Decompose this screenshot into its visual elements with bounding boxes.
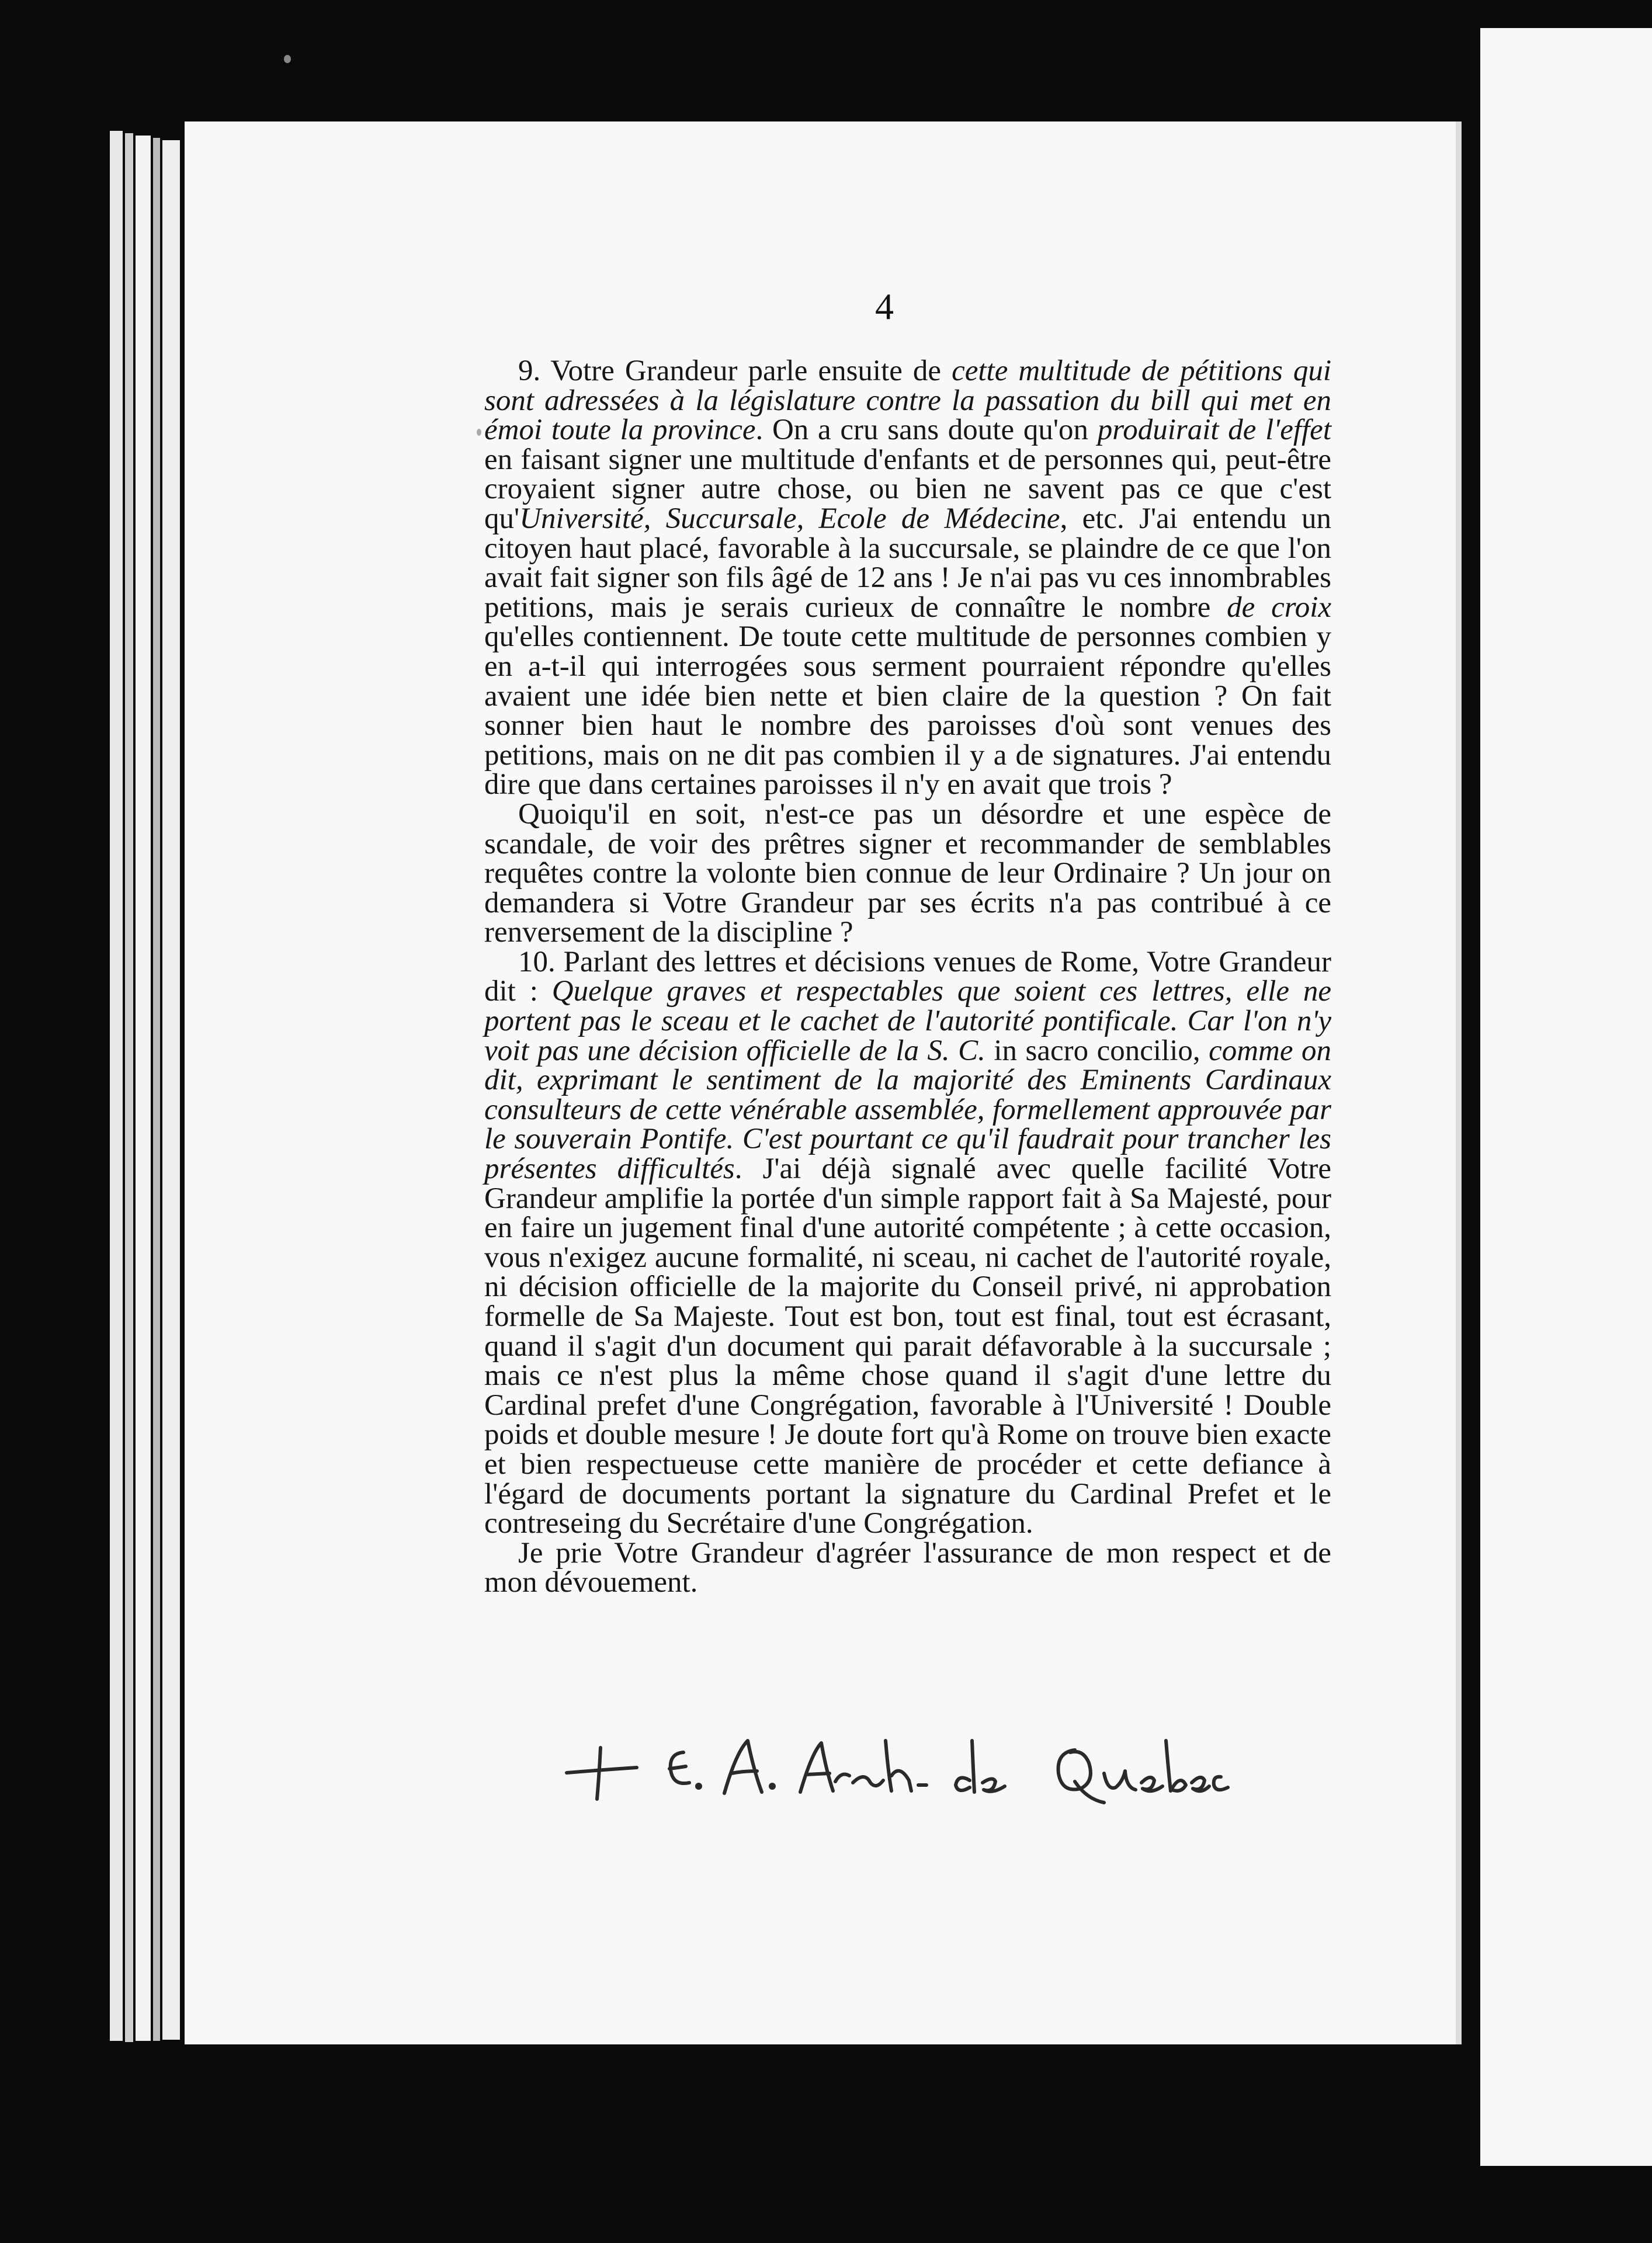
page-edge: [162, 140, 180, 2040]
text-run: . On a cru sans doute qu'on: [755, 414, 1098, 447]
page-edge: [153, 138, 160, 2041]
italic-run: cette multitude de pétitions qui sont adressées à la législature contre la passation du bill qui met en émoi toute la province: [484, 355, 1332, 447]
paragraph-9b: Quoiqu'il en soit, n'est-ce pas un désordre et une espèce de scandale, de voir des prêtres signer et recommander de semblables requêtes contre la volonte bien connue de leur Ordinaire ? Un jour on demandera si Votre Grandeur par ses écrits n'a pas contribué à ce renversement de la discipline ?: [484, 797, 1331, 949]
scan-speck: [284, 55, 291, 63]
text-run: 9. Votre Grandeur parle ensuite de: [518, 355, 952, 387]
page-edge: [110, 131, 123, 2041]
body-text: [484, 356, 1331, 1598]
text-run: . J'ai déjà signalé avec quelle facilité Votre Grandeur amplifie la portée d'un simple rapport fait à Sa Majesté, pour en faire un jugement final d'une autorité compétente ; à cette occasion, vous n'exigez aucune formalité, ni sceau, ni cachet de l'autorité royale, ni décision officielle de la majorite du Conseil privé, ni approbation formelle de Sa Majeste. Tout est bon, tout est final, tout est écrasant, quand il s'agit d'un document qui parait défavorable à la succursale ; mais ce n'est plus la même chose quand il s'agit d'une lettre du Cardinal prefet d'une Congrégation, favorable à l'Université ! Double poids et double mesure ! Je doute fort qu'à Rome on trouve bien exacte et bien respectueuse cette manière de procéder et cette defiance à l'égard de documents portant la signature du Cardinal Prefet et le contreseing du Secrétaire d'une Congrégation.: [484, 1152, 1331, 1540]
italic-run: Université, Succursale, Ecole de Médecine: [519, 502, 1060, 535]
text-run: 10. Parlant des lettres et décisions venues de Rome, Votre Grandeur dit :: [484, 945, 1331, 1008]
page-edge: [136, 136, 151, 2041]
italic-run: de croix: [1227, 591, 1331, 624]
scan-speck: [477, 429, 481, 436]
text-run: en faisant signer une multitude d'enfants et de personnes qui, peut-être croyaient signer autre chose, ou bien ne savent pas ce que c'est qu': [484, 443, 1331, 535]
paragraph-9: [484, 356, 1331, 800]
text-run: qu'elles contiennent. De toute cette multitude de personnes combien y en a-t-il qui interrogées sous serment pourraient répondre qu'elles avaient une idée bien nette et bien claire de la question ? On fait sonner bien haut le nombre des paroisses d'où sont venues des petitions, mais on ne dit pas combien il y a de signatures. J'ai entendu dire que dans certaines paroisses il n'y en avait que trois ?: [484, 620, 1331, 801]
page-number: 4: [875, 286, 894, 327]
closing-paragraph: Je prie Votre Grandeur d'agréer l'assurance de mon respect et de mon dévouement.: [484, 1536, 1331, 1599]
italic-run: produirait de l'effet: [1097, 414, 1331, 447]
adjacent-page-edge: [1480, 28, 1652, 2166]
text-run: in sacro concilio,: [985, 1034, 1209, 1067]
paragraph-10: [484, 947, 1331, 1539]
italic-run: comme on dit, exprimant le sentiment de la majorité des Eminents Cardinaux consulteurs de cette vénérable assemblée, formellement approuvée par le souverain Pontife. C'est pourtant ce qu'il faudrait pour trancher les présentes difficultés: [484, 1034, 1331, 1186]
handwritten-signature: [561, 1717, 1233, 1811]
italic-run: Quelque graves et respectables que soient ces lettres, elle ne portent pas le sceau et le cachet de l'autorité pontificale. Car l'on n'y voit pas une décision officielle de la S. C.: [484, 975, 1331, 1067]
signature-drawing: [561, 1717, 1233, 1811]
page-edge: [125, 133, 133, 2042]
text-run: , etc. J'ai entendu un citoyen haut placé, favorable à la succursale, se plaindre de ce que l'on avait fait signer son fils âgé de 12 ans ! Je n'ai pas vu ces innombrables petitions, mais je serais curieux de connaître le nombre: [484, 502, 1331, 624]
